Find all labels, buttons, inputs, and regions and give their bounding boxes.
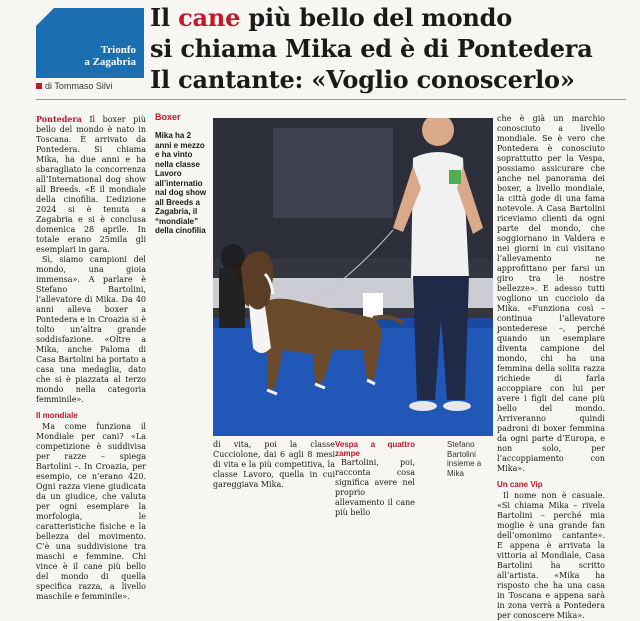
sidebar-label: Boxer xyxy=(155,112,181,122)
paragraph: di vita, poi la classe Cucciolone, dai 6 agli 8 mesi di vita e la più competitiva, la classe Lavoro, quella in cui gareggiava Mika. xyxy=(213,440,335,489)
photo-caption: Mika ha 2 anni e mezzo e ha vinto nella classe Lavoro all’internatio nal dog show all Breeds a Zagabria, il “mondiale” della cinofilia xyxy=(155,131,207,235)
dog-show-photo xyxy=(213,118,493,436)
headline-line-2: si chiama Mika ed è di Pontedera xyxy=(150,34,593,63)
photo-illustration xyxy=(213,118,493,436)
kicker-line-2: a Zagabria xyxy=(84,56,136,68)
photo-caption-bottom: Stefano Bartolini insieme a Mika xyxy=(447,440,482,478)
headline xyxy=(150,2,630,95)
byline xyxy=(36,81,112,91)
kicker-line-1: Trionfo xyxy=(100,44,136,56)
byline-text: di Tommaso Silvi xyxy=(45,81,113,91)
article-column-4 xyxy=(335,440,415,518)
subheading: Il mondiale xyxy=(36,411,78,420)
paragraph: che è già un marchio conosciuto a livello mondiale. Se è vero che Pontedera è conosciuto soprattutto per la Vespa, possiamo assicurare che anche nel panorama dei boxer, a livello mondiale, la città gode di una fama notevole. A Casa Bartolini riceviamo clienti da ogni parte del mondo, che soggiornano in Valdera e nei giorni in cui visitano l’allevamento ne approfittano per farsi un giro tra le nostre bellezze». E adesso tutti vogliono un cucciolo da Mika. «Funziona così – continua l’allevatore pontederese –, perché quando un esemplare diventa campione del mondo, chi ha una femmina della solita razza richiede di farla accoppiare con lui per avere i figli del cane più bello del mondo. Arriveranno quindi padroni di boxer femmina da ogni parte d’Europa, e non solo, per l’accoppiamento con Mika». xyxy=(497,114,605,473)
paragraph: Sì, siamo campioni del mondo, una gioia immensa». A parlare è Stefano Bartolini, l’allevatore di Mika. Da 40 anni alleva boxer a Pontedera e in Croazia si è tolto un’altra grande soddisfazione. «Oltre a Mika, anche Paloma di Casa Bartolini ha portato a casa una medaglia, dato che si è piazzata al terzo mondo nella categoria femminile». xyxy=(36,255,146,404)
article-column-6 xyxy=(497,114,605,621)
subheading: Un cane Vip xyxy=(497,480,543,489)
headline-line-1 xyxy=(150,2,630,33)
section-kicker xyxy=(84,44,136,68)
kicker-notch xyxy=(36,8,54,26)
article-column-1 xyxy=(36,114,146,602)
headline-text: più bello del mondo xyxy=(240,3,513,32)
paragraph xyxy=(36,114,146,255)
headline-highlight: cane xyxy=(178,3,241,32)
paragraph: Bartolini, poi, racconta cosa significa avere nel proprio allevamento il cane più bello xyxy=(335,458,415,517)
byline-marker-icon xyxy=(36,83,42,89)
article-column-3 xyxy=(213,440,335,490)
paragraph-text: Il boxer più bello del mondo è nato in Toscana. È arrivato da Pontedera. Si chiama Mika, ha due anni e ha sbaragliato la concorrenza all’International dog show all Breeds. «È il mondiale della cinofilia. L’edizione 2024 si è tenuta a Zagabria e si è conclusa domenica 28 aprile. In totale erano 25mila gli esemplari in gara. xyxy=(36,115,146,254)
dateline: Pontedera xyxy=(36,114,82,124)
section-kicker-box xyxy=(36,8,144,78)
headline-text: Il xyxy=(150,3,179,32)
header-divider xyxy=(36,99,626,100)
headline-line-3: Il cantante: «Voglio conoscerlo» xyxy=(150,65,575,94)
subheading: Vespa a quattro zampe xyxy=(335,440,415,458)
paragraph: Ma come funziona il Mondiale per cani? «La competizione è suddivisa per razze – spiega Bartolini –. In Croazia, per esempio, ce n’erano 420. Ogni razza viene giudicata da un giudice, che valuta per ogni esemplare la morfologia, le caratteristiche fisiche e la bellezza del movimento. C’è una suddivisione tra maschi e femmine. Chi vince è il cane più bello del mondo di quella specifica razza, a livello maschile e femminile». xyxy=(36,422,146,601)
paragraph: Il nome non è casuale. «Si chiama Mika – rivela Bartolini – perché mia moglie è una grande fan dell’omonimo cantante». E appena è arrivata la vittoria al Mondiale, Casa Bartolini ha scritto all’artista. «Mika ha risposto che ha una casa in Toscana e appena sarà in zona verrà a Pontedera per conoscere Mika». xyxy=(497,491,605,620)
